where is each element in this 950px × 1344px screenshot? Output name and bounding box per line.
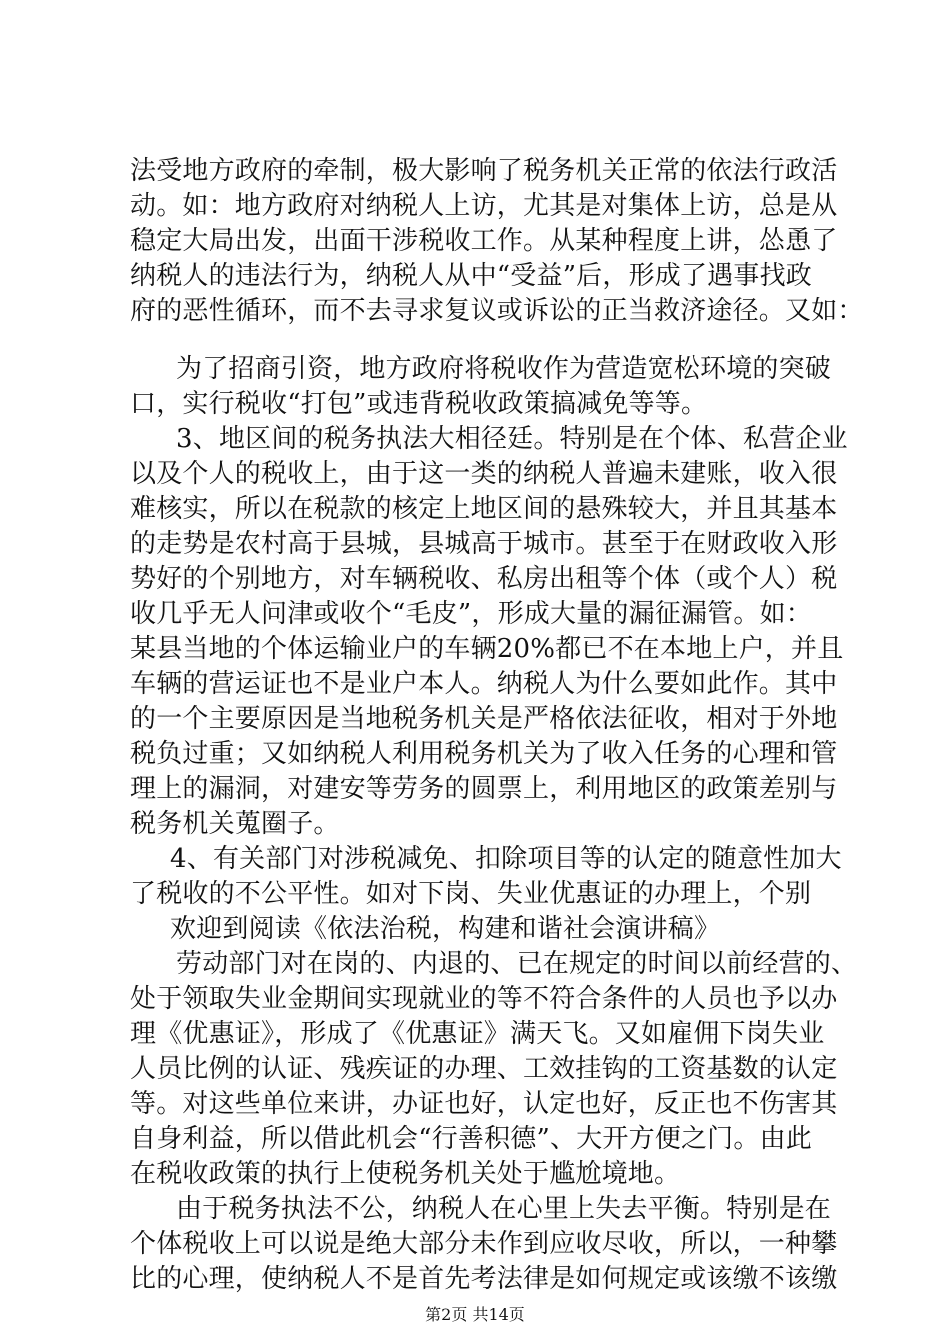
paragraph-line: 难核实，所以在税款的核定上地区间的悬殊较大，并且其基本	[130, 494, 838, 524]
paragraph-line: 劳动部门对在岗的、内退的、已在规定的时间以前经营的、	[176, 949, 858, 979]
paragraph-line: 法受地方政府的牵制，极大影响了税务机关正常的依法行政活	[130, 156, 838, 186]
paragraph-line: 稳定大局出发，出面干涉税收工作。从某种程度上讲，怂恿了	[130, 226, 838, 256]
paragraph-line: 车辆的营运证也不是业户本人。纳税人为什么要如此作。其中	[130, 669, 838, 699]
paragraph-line: 在税收政策的执行上使税务机关处于尴尬境地。	[130, 1159, 681, 1189]
paragraph-line: 4、有关部门对涉税减免、扣除项目等的认定的随意性加大	[170, 844, 842, 874]
paragraph-line: 府的恶性循环，而不去寻求复议或诉讼的正当救济途径。又如：	[130, 296, 864, 326]
paragraph-line: 某县当地的个体运输业户的车辆20%都已不在本地上户，并且	[130, 634, 844, 664]
paragraph-line: 个体税收上可以说是绝大部分未作到应收尽收，所以，一种攀	[130, 1229, 838, 1259]
paragraph-line: 了税收的不公平性。如对下岗、失业优惠证的办理上，个别	[130, 879, 812, 909]
paragraph-line: 口，实行税收“打包”或违背税收政策搞减免等等。	[130, 389, 708, 419]
page-number-footer: 第2页 共14页	[425, 1305, 525, 1324]
paragraph-line: 税负过重；又如纳税人利用税务机关为了收入任务的心理和管	[130, 739, 838, 769]
paragraph-line: 纳税人的违法行为，纳税人从中“受益”后，形成了遇事找政	[130, 261, 812, 291]
paragraph-line: 以及个人的税收上，由于这一类的纳税人普遍未建账，收入很	[130, 459, 838, 489]
paragraph-line: 税务机关蒐圈子。	[130, 809, 340, 839]
paragraph-line: 3、地区间的税务执法大相径廷。特别是在个体、私营企业	[176, 424, 848, 454]
paragraph-line: 人员比例的认证、残疾证的办理、工效挂钩的工资基数的认定	[130, 1054, 838, 1084]
paragraph-line: 理《优惠证》，形成了《优惠证》满天飞。又如雇佣下岗失业	[130, 1019, 825, 1049]
paragraph-line: 为了招商引资，地方政府将税收作为营造宽松环境的突破	[176, 354, 832, 384]
paragraph-line: 势好的个别地方，对车辆税收、私房出租等个体（或个人）税	[130, 564, 838, 594]
paragraph-line: 的走势是农村高于县城，县城高于城市。甚至于在财政收入形	[130, 529, 838, 559]
paragraph-line: 比的心理，使纳税人不是首先考法律是如何规定或该缴不该缴	[130, 1264, 838, 1294]
paragraph-line: 处于领取失业金期间实现就业的等不符合条件的人员也予以办	[130, 984, 838, 1014]
paragraph-line: 等。对这些单位来讲，办证也好，认定也好，反正也不伤害其	[130, 1089, 838, 1119]
paragraph-line: 理上的漏洞，对建安等劳务的圆票上，利用地区的政策差别与	[130, 774, 838, 804]
paragraph-line: 自身利益，所以借此机会“行善积德”、大开方便之门。由此	[130, 1124, 812, 1154]
paragraph-line: 收几乎无人问津或收个“毛皮”，形成大量的漏征漏管。如：	[130, 599, 812, 629]
paragraph-line: 动。如：地方政府对纳税人上访，尤其是对集体上访，总是从	[130, 191, 838, 221]
paragraph-line: 的一个主要原因是当地税务机关是严格依法征收，相对于外地	[130, 704, 838, 734]
paragraph-line: 由于税务执法不公，纳税人在心里上失去平衡。特别是在	[176, 1194, 832, 1224]
paragraph-line: 欢迎到阅读《依法治税，构建和谐社会演讲稿》	[170, 914, 721, 944]
